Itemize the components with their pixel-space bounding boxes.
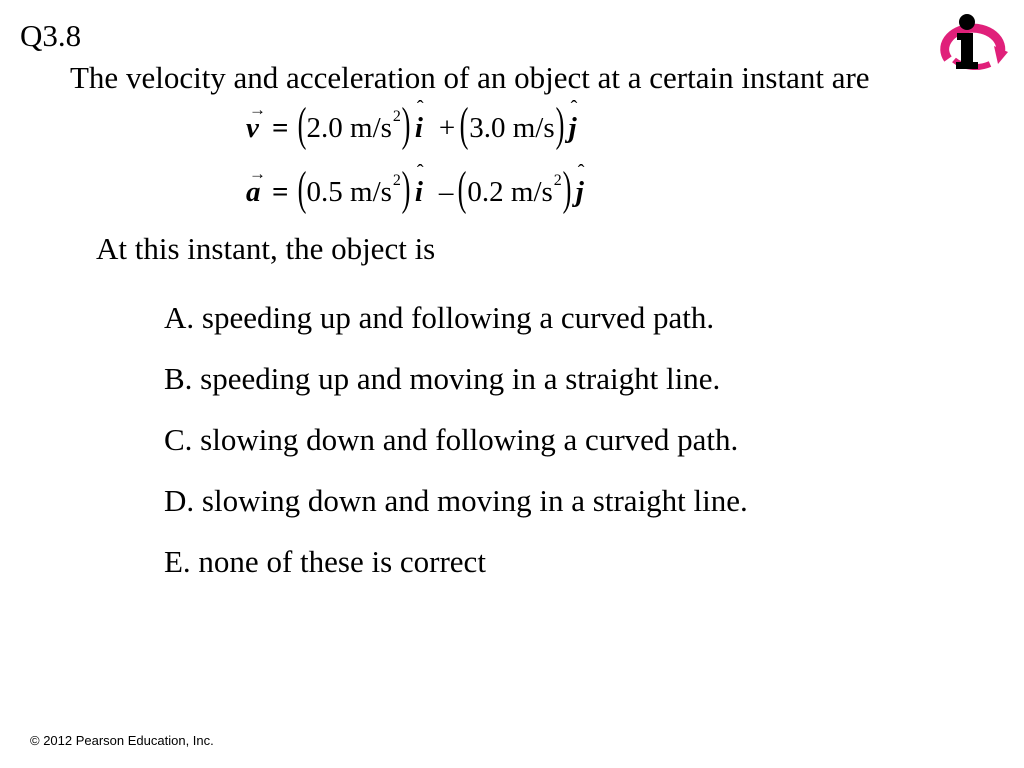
- hat-icon: ˆ: [570, 96, 578, 119]
- equals-sign: =: [272, 175, 289, 208]
- left-paren: (: [459, 98, 469, 151]
- question-number: Q3.8: [20, 18, 82, 53]
- right-paren: ): [562, 162, 572, 215]
- acceleration-equation: [246, 160, 590, 220]
- right-paren: ): [401, 98, 411, 151]
- hat-icon: ˆ: [416, 160, 424, 183]
- right-paren: ): [555, 98, 565, 151]
- intro-text: The velocity and acceleration of an object at a certain instant are: [70, 60, 870, 95]
- right-paren: ): [401, 162, 411, 215]
- acceleration-i-coefficient: 0.5 m/s: [306, 175, 392, 208]
- velocity-equation: [246, 96, 583, 156]
- acceleration-j-coefficient: 0.2 m/s: [467, 175, 553, 208]
- left-paren: (: [458, 162, 467, 215]
- information-i-icon: [936, 12, 1010, 74]
- question-text: At this instant, the object is: [96, 231, 436, 266]
- choice-e: E. none of these is correct: [164, 544, 486, 579]
- unit-vector-j: ˆ j: [575, 160, 585, 208]
- hat-icon: ˆ: [577, 160, 585, 183]
- velocity-i-exponent: 2: [392, 108, 401, 125]
- choice-b: B. speeding up and moving in a straight line.: [164, 361, 721, 396]
- choice-c: C. slowing down and following a curved path.: [164, 422, 739, 457]
- hat-icon: ˆ: [416, 96, 424, 119]
- plus-sign: +: [438, 111, 456, 144]
- copyright-footer: © 2012 Pearson Education, Inc.: [30, 733, 214, 748]
- unit-vector-i: ˆ i: [414, 160, 424, 208]
- logo-info-icon: [936, 12, 1010, 74]
- unit-vector-i: ˆ i: [414, 96, 424, 144]
- acceleration-symbol: → a: [246, 163, 266, 208]
- unit-vector-j: ˆ j: [568, 96, 578, 144]
- acceleration-j-exponent: 2: [553, 172, 562, 189]
- choice-d: D. slowing down and moving in a straight line.: [164, 483, 748, 518]
- velocity-j-coefficient: 3.0 m/s: [469, 111, 555, 144]
- acceleration-i-exponent: 2: [392, 172, 401, 189]
- vector-arrow-icon: →: [249, 163, 266, 183]
- left-paren: (: [297, 98, 306, 151]
- left-paren: (: [297, 162, 306, 215]
- velocity-i-coefficient: 2.0 m/s: [306, 111, 392, 144]
- vector-arrow-icon: →: [249, 99, 266, 119]
- equals-sign: =: [272, 111, 289, 144]
- minus-sign: –: [438, 175, 454, 208]
- velocity-symbol: → v: [246, 99, 266, 144]
- choice-a: A. speeding up and following a curved path.: [164, 300, 715, 335]
- answer-choices: [164, 300, 748, 605]
